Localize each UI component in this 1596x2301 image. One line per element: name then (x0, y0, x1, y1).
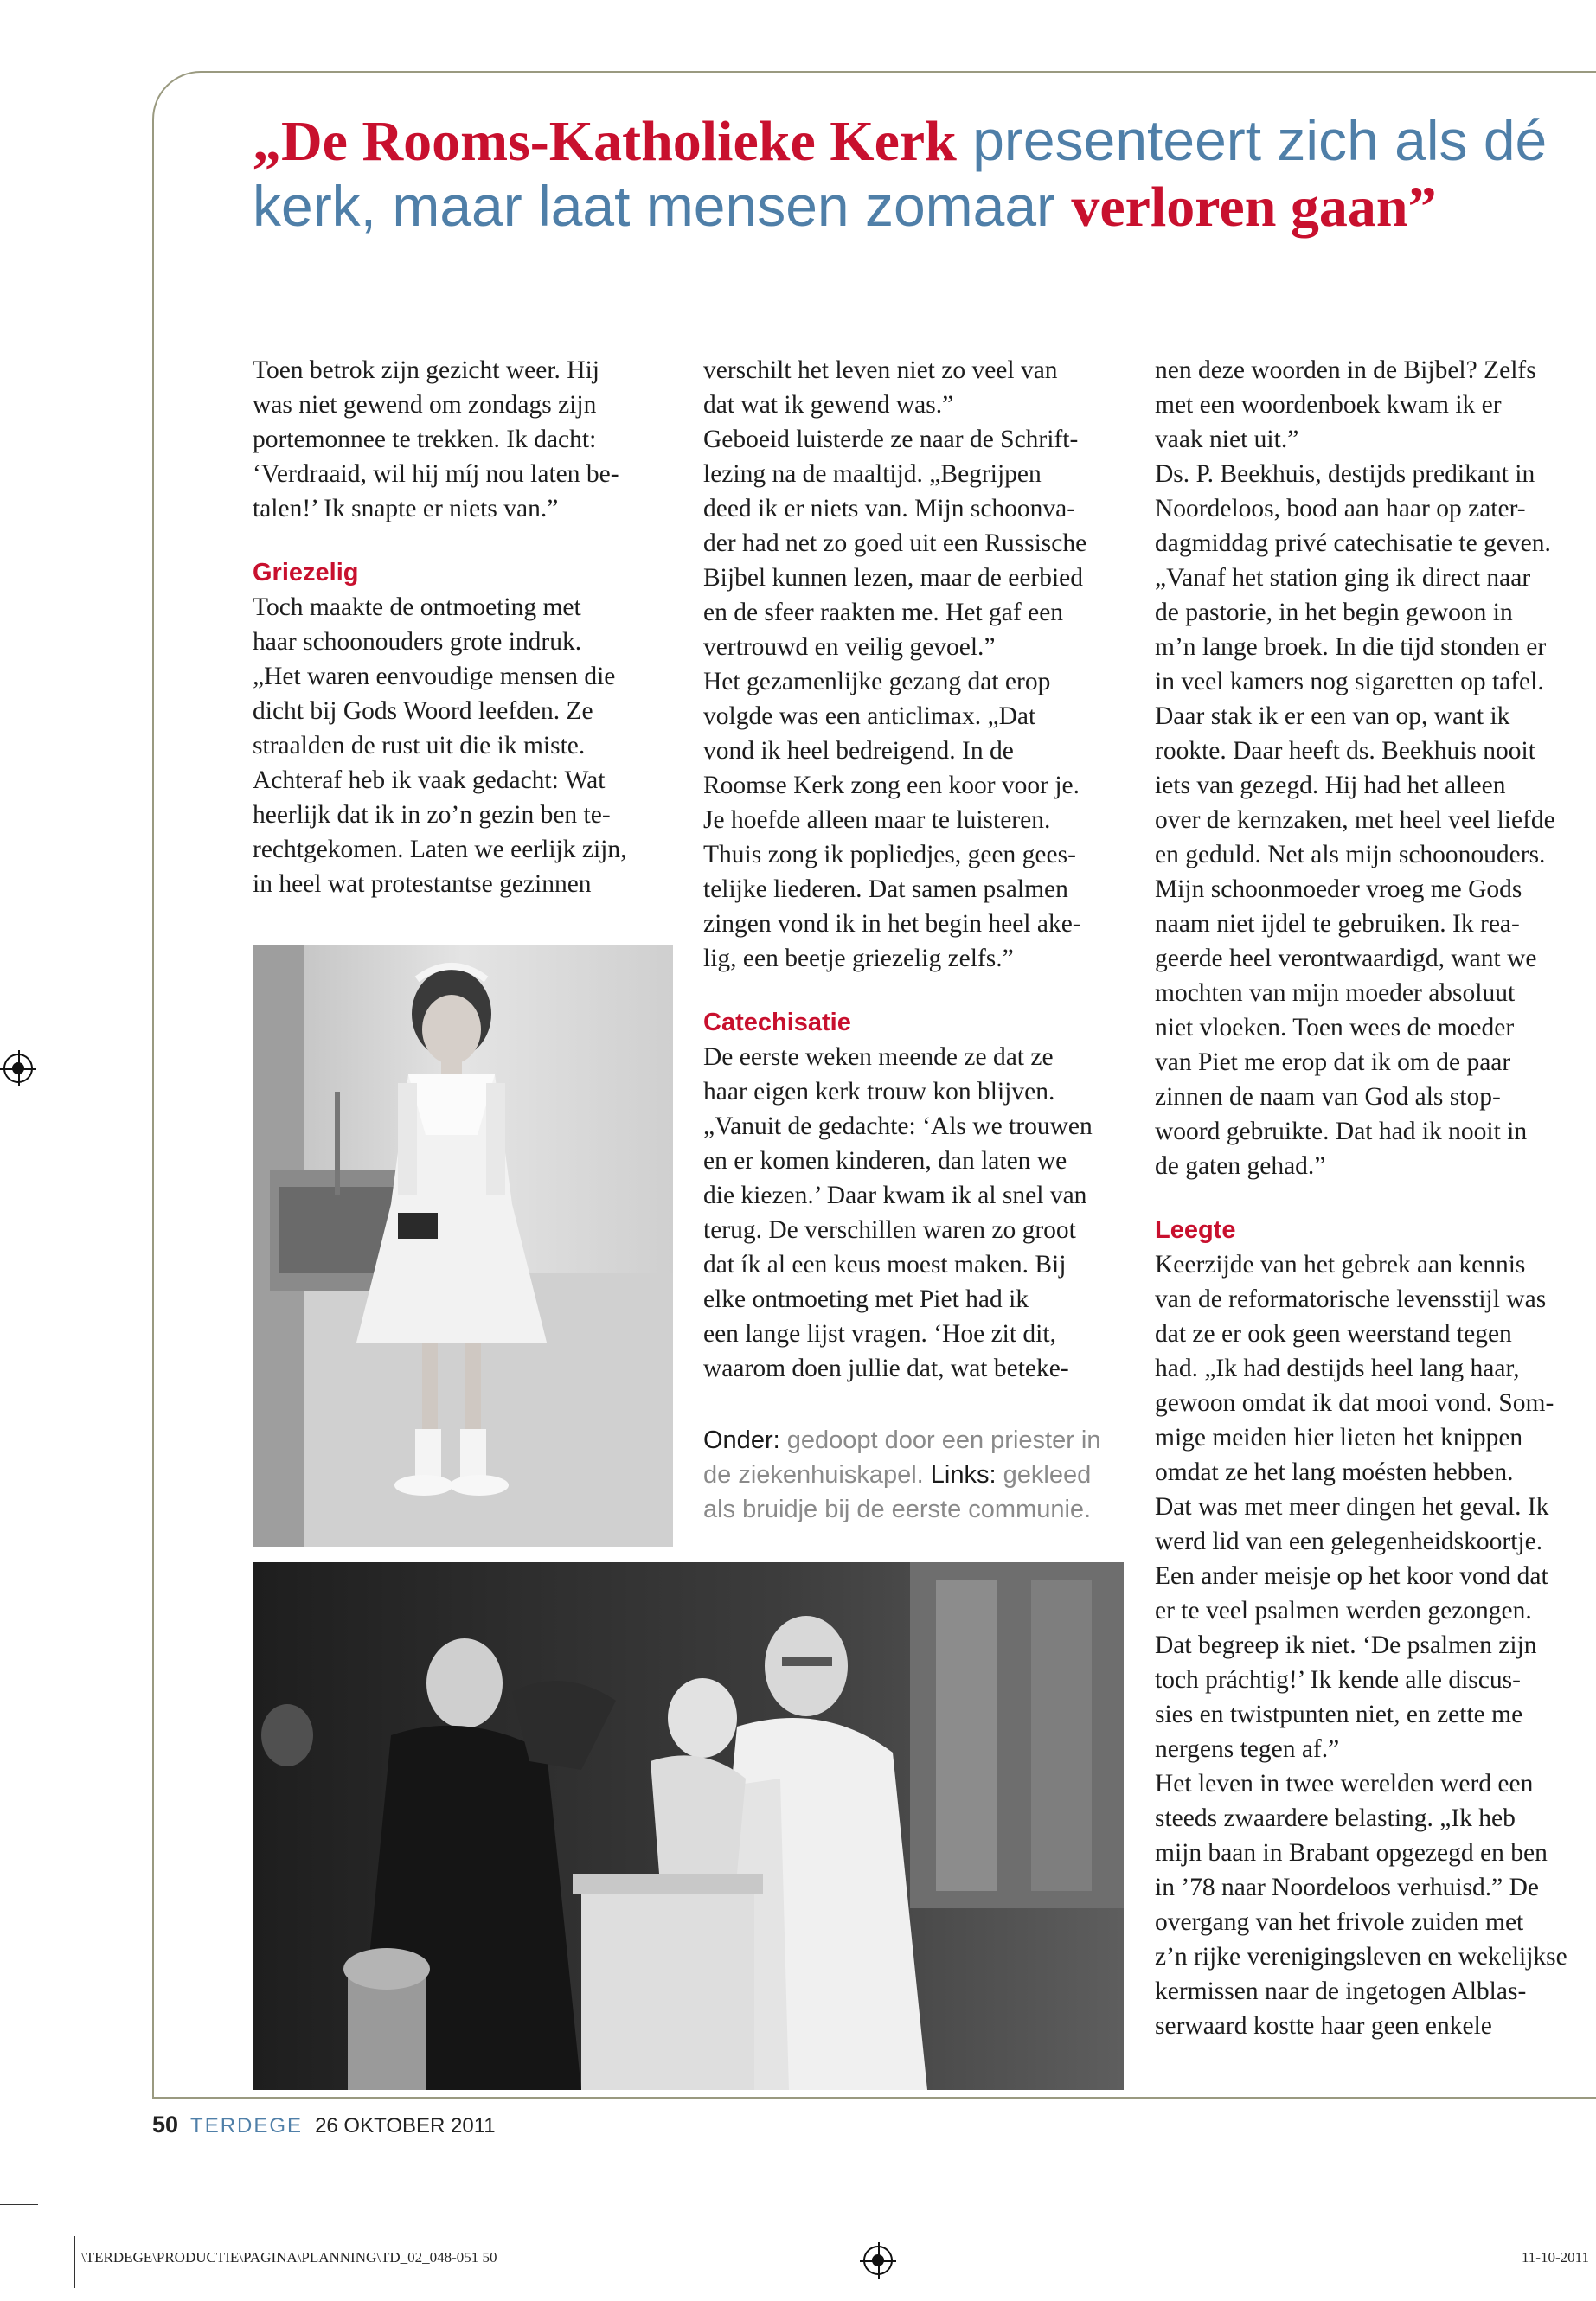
text-line: dat wat ik gewend was.” (703, 391, 954, 419)
text-line: over de kernzaken, met heel veel liefde (1155, 806, 1555, 834)
text-line: en geduld. Net als mijn schoonouders. (1155, 841, 1546, 868)
registration-mark-icon (863, 2246, 893, 2275)
subheading-griezelig: Griezelig (253, 559, 359, 586)
text-line: met een woordenboek kwam ik er (1155, 391, 1502, 419)
text-line: elke ontmoeting met Piet had ik (703, 1285, 1029, 1313)
text-line: portemonnee te trekken. Ik dacht: (253, 426, 597, 453)
text-line: er te veel psalmen werden gezongen. (1155, 1597, 1532, 1625)
crop-mark-horizontal (0, 2204, 38, 2205)
page-footer (152, 2107, 496, 2142)
text-line: heerlijk dat ik in zo’n gezin ben te- (253, 801, 611, 829)
column-2-paragraph-1 (703, 353, 1136, 976)
text-line: de pastorie, in het begin gewoon in (1155, 599, 1513, 626)
text-line: Geboeid luisterde ze naar de Schrift- (703, 426, 1079, 453)
text-line: in veel kamers nog sigaretten op tafel. (1155, 668, 1544, 695)
text-line: Een ander meisje op het koor vond dat (1155, 1562, 1548, 1590)
caption-text-2b: als bruidje bij de eerste communie. (703, 1496, 1092, 1523)
text-line: nergens tegen af.” (1155, 1735, 1340, 1763)
text-line: dagmiddag privé catechisatie te geven. (1155, 529, 1551, 557)
headline-part3: verloren gaan” (1071, 176, 1437, 239)
text-line: Noordeloos, bood aan haar op zater- (1155, 495, 1526, 522)
text-line: rookte. Daar heeft ds. Beekhuis nooit (1155, 737, 1535, 765)
text-line: in ’78 naar Noordeloos verhuisd.” De (1155, 1874, 1540, 1901)
headline-part2: presenteert zich als dé kerk, maar laat mensen zomaar (253, 108, 1548, 238)
text-line: m’n lange broek. In die tijd stonden er (1155, 633, 1547, 661)
photo-caption (703, 1423, 1136, 1527)
text-line: Het gezamenlijke gezang dat erop (703, 668, 1051, 695)
text-line: telijke liederen. Dat samen psalmen (703, 875, 1068, 903)
text-line: waarom doen jullie dat, wat beteke- (703, 1355, 1069, 1382)
column-3-paragraph-1 (1155, 353, 1587, 1183)
text-line: ‘Verdraaid, wil hij míj nou laten be- (253, 460, 619, 488)
text-line: zingen vond ik in het begin heel ake- (703, 910, 1081, 938)
column-2-paragraph-2 (703, 1040, 1136, 1386)
text-line: „Het waren eenvoudige mensen die (253, 663, 616, 690)
text-line: woord gebruikte. Dat had ik nooit in (1155, 1118, 1528, 1145)
text-line: vertrouwd en veilig gevoel.” (703, 633, 996, 661)
text-line: z’n rijke verenigingsleven en wekelijkse (1155, 1943, 1567, 1971)
text-line: een lange lijst vragen. ‘Hoe zit dit, (703, 1320, 1056, 1348)
text-line: gewoon omdat ik dat mooi vond. Som- (1155, 1389, 1554, 1417)
text-line: niet vloeken. Toen wees de moeder (1155, 1014, 1515, 1042)
caption-text-2a: gekleed (996, 1461, 1092, 1489)
text-line: Roomse Kerk zong een koor voor je. (703, 772, 1080, 799)
text-line: rechtgekomen. Laten we eerlijk zijn, (253, 836, 627, 863)
text-line: straalden de rust uit die ik miste. (253, 732, 586, 760)
column-3-paragraph-2 (1155, 1247, 1587, 2043)
text-line: Toch maakte de ontmoeting met (253, 593, 581, 621)
text-line: Mijn schoonmoeder vroeg me Gods (1155, 875, 1522, 903)
text-line: dat ík al een keus moest maken. Bij (703, 1251, 1067, 1279)
text-line: haar eigen kerk trouw kon blijven. (703, 1078, 1055, 1106)
text-line: haar schoonouders grote indruk. (253, 628, 582, 656)
issue-date: 26 OKTOBER 2011 (315, 2114, 496, 2138)
text-line: werd lid van een gelegenheidskoortje. (1155, 1528, 1543, 1555)
page-number: 50 (152, 2112, 179, 2138)
text-line: van de reformatorische levensstijl was (1155, 1285, 1547, 1313)
caption-text-1b: de ziekenhuiskapel. (703, 1461, 931, 1489)
text-line: Toen betrok zijn gezicht weer. Hij (253, 356, 599, 384)
print-slug-path: \TERDEGE\PRODUCTIE\PAGINA\PLANNING\TD_02_048-051 50 (81, 2249, 497, 2266)
text-line: kermissen naar de ingetogen Alblas- (1155, 1977, 1527, 2005)
text-line: talen!’ Ik snapte er niets van.” (253, 495, 559, 522)
text-line: die kiezen.’ Daar kwam ik al snel van (703, 1182, 1087, 1209)
subheading-leegte: Leegte (1155, 1216, 1236, 1244)
text-line: verschilt het leven niet zo veel van (703, 356, 1058, 384)
text-line: omdat ze het lang moésten hebben. (1155, 1458, 1514, 1486)
text-line: mige meiden hier lieten het knippen (1155, 1424, 1523, 1452)
caption-key-links: Links: (930, 1461, 997, 1489)
article-column-1 (253, 353, 685, 901)
registration-mark-icon (3, 1054, 33, 1083)
text-line: volgde was een anticlimax. „Dat (703, 702, 1036, 730)
text-line: Keerzijde van het gebrek aan kennis (1155, 1251, 1526, 1279)
text-line: lezing na de maaltijd. „Begrijpen (703, 460, 1042, 488)
text-line: iets van gezegd. Hij had het alleen (1155, 772, 1506, 799)
text-line: steeds zwaardere belasting. „Ik heb (1155, 1804, 1516, 1832)
text-line: in heel wat protestantse gezinnen (253, 870, 592, 898)
text-line: lig, een beetje griezelig zelfs.” (703, 945, 1014, 972)
text-line: Daar stak ik er een van op, want ik (1155, 702, 1510, 730)
text-line: had. „Ik had destijds heel lang haar, (1155, 1355, 1520, 1382)
caption-key-onder: Onder: (703, 1426, 780, 1454)
subheading-catechisatie: Catechisatie (703, 1009, 851, 1036)
headline (253, 108, 1567, 240)
text-line: terug. De verschillen waren zo groot (703, 1216, 1076, 1244)
text-line: Dat begreep ik niet. ‘De psalmen zijn (1155, 1631, 1537, 1659)
headline-part1: „De Rooms-Katholieke Kerk (253, 110, 957, 173)
text-line: dicht bij Gods Woord leefden. Ze (253, 697, 593, 725)
text-line: nen deze woorden in de Bijbel? Zelfs (1155, 356, 1536, 384)
text-line: der had net zo goed uit een Russische (703, 529, 1087, 557)
text-line: Je hoefde alleen maar te luisteren. (703, 806, 1051, 834)
text-line: mijn baan in Brabant opgezegd en ben (1155, 1839, 1548, 1867)
text-line: sies en twistpunten niet, en zette me (1155, 1701, 1523, 1728)
article-column-3 (1155, 353, 1587, 2043)
text-line: mochten van mijn moeder absoluut (1155, 979, 1516, 1007)
text-line: toch práchtig!’ Ik kende alle discus- (1155, 1666, 1521, 1694)
column-1-paragraph-2 (253, 590, 685, 901)
print-slug-date: 11-10-2011 (1521, 2249, 1589, 2266)
text-line: en er komen kinderen, dan laten we (703, 1147, 1067, 1175)
photo-communion-girl-image (253, 945, 673, 1547)
text-line: de gaten gehad.” (1155, 1152, 1326, 1180)
column-1-paragraph-1 (253, 353, 685, 526)
text-line: De eerste weken meende ze dat ze (703, 1043, 1054, 1071)
text-line: vond ik heel bedreigend. In de (703, 737, 1014, 765)
text-line: Achteraf heb ik vaak gedacht: Wat (253, 766, 606, 794)
text-line: Dat was met meer dingen het geval. Ik (1155, 1493, 1549, 1521)
text-line: Ds. P. Beekhuis, destijds predikant in (1155, 460, 1535, 488)
text-line: Bijbel kunnen lezen, maar de eerbied (703, 564, 1084, 592)
text-line: „Vanaf het station ging ik direct naar (1155, 564, 1531, 592)
magazine-name: TERDEGE (190, 2114, 304, 2138)
text-line: geerde heel verontwaardigd, want we (1155, 945, 1537, 972)
text-line: vaak niet uit.” (1155, 426, 1299, 453)
text-line: dat ze er ook geen weerstand tegen (1155, 1320, 1512, 1348)
text-line: naam niet ijdel te gebruiken. Ik rea- (1155, 910, 1520, 938)
text-line: serwaard kostte haar geen enkele (1155, 2012, 1492, 2040)
text-line: Thuis zong ik popliedjes, geen gees- (703, 841, 1076, 868)
text-line: „Vanuit de gedachte: ‘Als we trouwen (703, 1112, 1093, 1140)
text-line: overgang van het frivole zuiden met (1155, 1908, 1524, 1936)
article-column-2 (703, 353, 1136, 1386)
photo-baptism (253, 1562, 1124, 2090)
text-line: deed ik er niets van. Mijn schoonva- (703, 495, 1076, 522)
caption-text-1a: gedoopt door een priester in (779, 1426, 1101, 1454)
photo-baptism-image (253, 1562, 1124, 2090)
crop-mark-vertical (74, 2236, 75, 2288)
text-line: van Piet me erop dat ik om de paar (1155, 1048, 1511, 1076)
text-line: en de sfeer raakten me. Het gaf een (703, 599, 1064, 626)
text-line: zinnen de naam van God als stop- (1155, 1083, 1501, 1111)
photo-communion-girl (253, 945, 673, 1547)
text-line: Het leven in twee werelden werd een (1155, 1770, 1534, 1798)
text-line: was niet gewend om zondags zijn (253, 391, 597, 419)
